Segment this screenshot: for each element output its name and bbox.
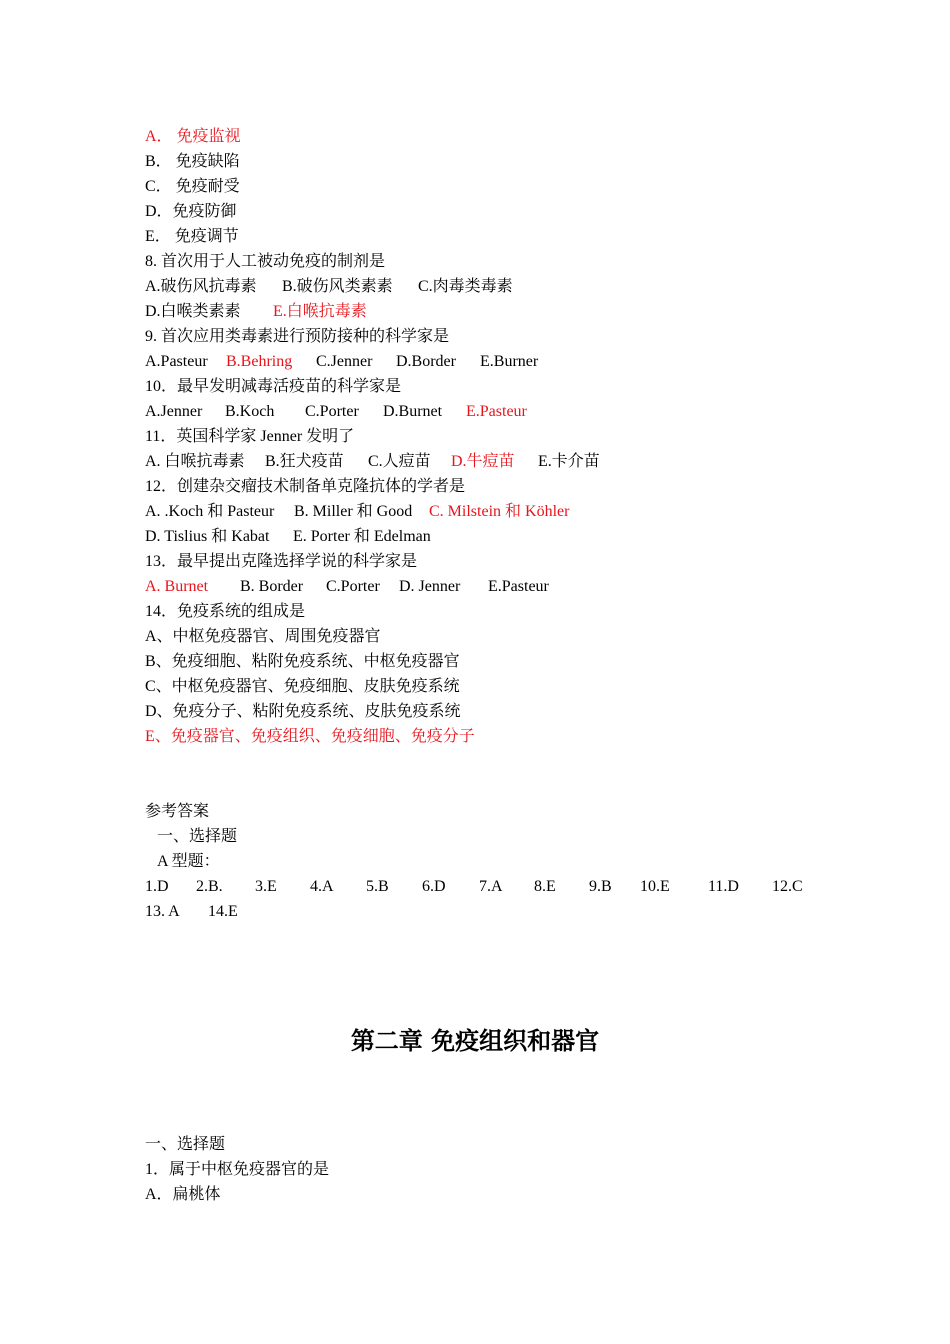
q8-options-row2 — [145, 299, 825, 324]
q10-option-a: A.Jenner — [145, 403, 203, 420]
q14-option-a: A、中枢免疫器官、周围免疫器官 — [145, 628, 381, 645]
answers-row2 — [145, 899, 825, 924]
answers-row1 — [145, 874, 825, 899]
answer-item: 14.E — [208, 903, 238, 920]
q12-stem: 12．创建杂交瘤技术制备单克隆抗体的学者是 — [145, 478, 466, 495]
q12-option-e: E. Porter 和 Edelman — [293, 528, 431, 545]
q9-option-c: C.Jenner — [316, 353, 373, 370]
q13-option-b: B. Border — [240, 578, 304, 595]
answer-item: 8.E — [534, 878, 556, 895]
q9-option-e: E.Burner — [480, 353, 539, 370]
q10-option-d: D.Burnet — [383, 403, 443, 420]
answer-item: 9.B — [589, 878, 612, 895]
q9-option-d: D.Border — [396, 353, 456, 370]
q10-option-e: E.Pasteur — [466, 403, 527, 420]
q13-option-a: A. Burnet — [145, 578, 209, 595]
q7-option-b: B． 免疫缺陷 — [145, 153, 240, 170]
q10-option-b: B.Koch — [225, 403, 275, 420]
q7-option-d: D．免疫防御 — [145, 203, 237, 220]
q11-option-a: A. 白喉抗毒素 — [145, 453, 245, 470]
answer-item: 4.A — [310, 878, 334, 895]
q13-option-c: C.Porter — [326, 578, 380, 595]
q12-option-d: D. Tislius 和 Kabat — [145, 528, 270, 545]
q9-options — [145, 349, 825, 374]
q8-options-row1 — [145, 274, 825, 299]
q7-option-c: C． 免疫耐受 — [145, 178, 240, 195]
answers-section: 一、选择题 — [157, 828, 238, 845]
chapter2-q1-stem: 1．属于中枢免疫器官的是 — [145, 1161, 330, 1178]
chapter-title: 第二章 免疫组织和器官 — [350, 1027, 600, 1055]
answer-item: 7.A — [479, 878, 503, 895]
q11-options — [145, 449, 825, 474]
q14-stem: 14．免疫系统的组成是 — [145, 603, 306, 620]
q13-stem: 13．最早提出克隆选择学说的科学家是 — [145, 553, 418, 570]
chapter2-section: 一、选择题 — [145, 1136, 226, 1153]
answer-item: 10.E — [640, 878, 670, 895]
answer-item: 2.B. — [196, 878, 223, 895]
q10-option-c: C.Porter — [305, 403, 359, 420]
q12-option-b: B. Miller 和 Good — [294, 503, 413, 520]
q8-option-d: D.白喉类素素 — [145, 303, 241, 320]
q12-option-a: A. .Koch 和 Pasteur — [145, 503, 275, 520]
q13-option-e: E.Pasteur — [488, 578, 549, 595]
q10-stem: 10．最早发明减毒活疫苗的科学家是 — [145, 378, 402, 395]
answers-title: 参考答案 — [145, 803, 210, 820]
q7-option-a: A． 免疫监视 — [145, 128, 241, 145]
q10-options — [145, 399, 825, 424]
q8-option-c: C.肉毒类毒素 — [418, 278, 513, 295]
answer-item: 12.C — [772, 878, 803, 895]
q8-option-b: B.破伤风类素素 — [282, 278, 393, 295]
answer-item: 13. A — [145, 903, 180, 920]
q11-option-e: E.卡介苗 — [538, 453, 600, 470]
answer-item: 1.D — [145, 878, 169, 895]
q11-stem: 11．英国科学家 Jenner 发明了 — [145, 428, 355, 445]
q11-option-b: B.狂犬疫苗 — [265, 453, 344, 470]
chapter2-block — [145, 1132, 825, 1207]
q9-option-a: A.Pasteur — [145, 353, 208, 370]
q11-option-d: D.牛痘苗 — [451, 453, 515, 470]
q13-options — [145, 574, 825, 599]
q14-option-d: D、免疫分子、粘附免疫系统、皮肤免疫系统 — [145, 703, 461, 720]
q8-stem: 8. 首次用于人工被动免疫的制剂是 — [145, 253, 386, 270]
q12-options-row2 — [145, 524, 825, 549]
answer-item: 11.D — [708, 878, 739, 895]
q13-option-d: D. Jenner — [399, 578, 461, 595]
answers-type: A 型题： — [157, 853, 220, 870]
q9-option-b: B.Behring — [226, 353, 293, 370]
q9-stem: 9. 首次应用类毒素进行预防接种的科学家是 — [145, 328, 450, 345]
answer-item: 3.E — [255, 878, 277, 895]
q12-options-row1 — [145, 499, 825, 524]
q8-option-a: A.破伤风抗毒素 — [145, 278, 257, 295]
question-block — [145, 124, 825, 924]
q11-option-c: C.人痘苗 — [368, 453, 431, 470]
q14-option-c: C、中枢免疫器官、免疫细胞、皮肤免疫系统 — [145, 678, 460, 695]
q14-option-b: B、免疫细胞、粘附免疫系统、中枢免疫器官 — [145, 653, 460, 670]
chapter2-q1-option-a: A．扁桃体 — [145, 1186, 221, 1203]
q12-option-c: C. Milstein 和 Köhler — [429, 503, 570, 520]
answer-item: 5.B — [366, 878, 389, 895]
q8-option-e: E.白喉抗毒素 — [273, 303, 367, 320]
answer-item: 6.D — [422, 878, 446, 895]
q14-option-e: E、免疫器官、免疫组织、免疫细胞、免疫分子 — [145, 728, 475, 745]
q7-option-e: E． 免疫调节 — [145, 228, 239, 245]
